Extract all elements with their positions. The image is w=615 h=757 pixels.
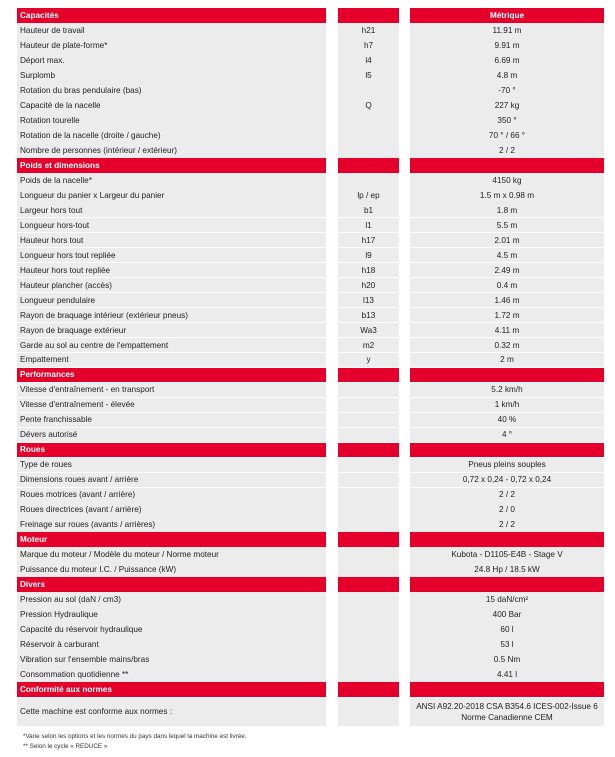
row-code: lp / ep	[338, 188, 399, 203]
header-title: Capacités	[17, 8, 326, 23]
row-label: Garde au sol au centre de l'empattement	[17, 338, 326, 353]
row-label: Roues directrices (avant / arrière)	[17, 502, 326, 517]
footnote: ** Selon le cycle « REDUCE »	[23, 742, 108, 750]
row-value: 2 / 2	[410, 143, 604, 158]
row-label: Pression Hydraulique	[17, 607, 326, 622]
spec-table	[17, 8, 604, 752]
row-value: 4.5 m	[410, 248, 604, 263]
row-code: y	[338, 353, 399, 368]
table-row	[17, 338, 604, 353]
row-label: Déport max.	[17, 53, 326, 68]
row-value: 24.8 Hp / 18.5 kW	[410, 562, 604, 577]
table-row	[17, 383, 604, 398]
row-label: Rotation tourelle	[17, 113, 326, 128]
row-code	[338, 562, 399, 577]
table-row	[17, 353, 604, 368]
row-code: l1	[338, 218, 399, 233]
table-row	[17, 488, 604, 503]
row-label: Freinage sur roues (avants / arrières)	[17, 517, 326, 532]
section-title: Moteur	[17, 532, 326, 547]
table-row	[17, 652, 604, 667]
row-code: b13	[338, 308, 399, 323]
row-value: 227 kg	[410, 98, 604, 113]
row-code	[338, 517, 399, 532]
row-value: 4.11 m	[410, 323, 604, 338]
footnotes	[17, 732, 604, 752]
row-code	[338, 113, 399, 128]
header-code-cell	[338, 8, 399, 23]
row-label: Vibration sur l'ensemble mains/bras	[17, 652, 326, 667]
table-row	[17, 698, 604, 726]
row-value: 1.72 m	[410, 308, 604, 323]
row-label: Marque du moteur / Modèle du moteur / Norme moteur	[17, 547, 326, 562]
row-code	[338, 83, 399, 98]
row-label: Longueur du panier x Largeur du panier	[17, 188, 326, 203]
row-label: Longueur hors tout repliée	[17, 248, 326, 263]
table-row	[17, 188, 604, 203]
table-row	[17, 458, 604, 473]
table-row	[17, 637, 604, 652]
row-value: 1 km/h	[410, 398, 604, 413]
row-code	[338, 652, 399, 667]
row-label: Hauteur hors tout repliée	[17, 263, 326, 278]
row-value: 4.41 l	[410, 667, 604, 682]
table-row	[17, 248, 604, 263]
row-label: Vitesse d'entraînement - élevée	[17, 398, 326, 413]
table-row	[17, 413, 604, 428]
table-row	[17, 68, 604, 83]
row-code	[338, 413, 399, 428]
row-code	[338, 488, 399, 503]
row-code: h7	[338, 38, 399, 53]
table-row	[17, 562, 604, 577]
row-value: 2 m	[410, 353, 604, 368]
row-label: Surplomb	[17, 68, 326, 83]
row-code	[338, 428, 399, 443]
section-header-cell	[410, 577, 604, 592]
row-value: Pneus pleins souples	[410, 458, 604, 473]
table-row	[17, 398, 604, 413]
row-label: Largeur hors tout	[17, 203, 326, 218]
row-code: h20	[338, 278, 399, 293]
row-value: 0.5 Nm	[410, 652, 604, 667]
row-label: Réservoir à carburant	[17, 637, 326, 652]
table-row	[17, 278, 604, 293]
row-label: Rayon de braquage intérieur (extérieur pneus)	[17, 308, 326, 323]
row-label: Type de roues	[17, 458, 326, 473]
row-code	[338, 502, 399, 517]
row-value: 6.69 m	[410, 53, 604, 68]
table-row	[17, 38, 604, 53]
table-row	[17, 23, 604, 38]
row-code	[338, 622, 399, 637]
row-code: l5	[338, 68, 399, 83]
row-code	[338, 173, 399, 188]
row-value: 0.32 m	[410, 338, 604, 353]
row-value: 2 / 0	[410, 502, 604, 517]
table-row	[17, 592, 604, 607]
section-header-cell	[338, 158, 399, 173]
row-code: l4	[338, 53, 399, 68]
row-label: Rotation du bras pendulaire (bas)	[17, 83, 326, 98]
row-label: Roues motrices (avant / arrière)	[17, 488, 326, 503]
section-header	[17, 443, 604, 458]
table-row	[17, 502, 604, 517]
row-value: 15 daN/cm²	[410, 592, 604, 607]
table-row	[17, 263, 604, 278]
row-code	[338, 698, 399, 726]
row-label: Cette machine est conforme aux normes :	[17, 698, 326, 726]
row-label: Capacité du réservoir hydraulique	[17, 622, 326, 637]
row-code	[338, 143, 399, 158]
row-value: 1.5 m x 0.98 m	[410, 188, 604, 203]
table-row	[17, 143, 604, 158]
section-header-cell	[410, 443, 604, 458]
row-code: h18	[338, 263, 399, 278]
section-header-cell	[338, 443, 399, 458]
row-value: 2 / 2	[410, 517, 604, 532]
table-row	[17, 293, 604, 308]
row-code: h17	[338, 233, 399, 248]
table-row	[17, 323, 604, 338]
table-row	[17, 113, 604, 128]
section-header	[17, 577, 604, 592]
row-value: 0,72 x 0,24 - 0,72 x 0,24	[410, 473, 604, 488]
row-code	[338, 458, 399, 473]
row-label: Empattement	[17, 353, 326, 368]
row-value: 2.49 m	[410, 263, 604, 278]
section-header	[17, 682, 604, 697]
section-header-cell	[338, 368, 399, 383]
table-row	[17, 53, 604, 68]
row-code	[338, 607, 399, 622]
table-row	[17, 622, 604, 637]
section-header-cell	[338, 682, 399, 697]
row-label: Hauteur de travail	[17, 23, 326, 38]
row-code	[338, 128, 399, 143]
row-label: Hauteur de plate-forme*	[17, 38, 326, 53]
table-row	[17, 128, 604, 143]
table-row	[17, 218, 604, 233]
table-row	[17, 203, 604, 218]
section-header-cell	[410, 158, 604, 173]
section-title: Roues	[17, 443, 326, 458]
section-title: Divers	[17, 577, 326, 592]
row-label: Consommation quotidienne **	[17, 667, 326, 682]
section-header	[17, 532, 604, 547]
header-unit: Métrique	[410, 8, 604, 23]
section-header-cell	[338, 532, 399, 547]
section-title: Poids et dimensions	[17, 158, 326, 173]
row-code	[338, 637, 399, 652]
section-header	[17, 158, 604, 173]
row-label: Pente franchissable	[17, 413, 326, 428]
row-code: h21	[338, 23, 399, 38]
row-value: 9.91 m	[410, 38, 604, 53]
row-label: Hauteur hors tout	[17, 233, 326, 248]
table-body	[17, 23, 604, 726]
table-row	[17, 308, 604, 323]
row-code	[338, 547, 399, 562]
row-code	[338, 398, 399, 413]
row-value: 60 l	[410, 622, 604, 637]
row-value: Kubota - D1105-E4B - Stage V	[410, 547, 604, 562]
table-row	[17, 428, 604, 443]
table-row	[17, 98, 604, 113]
section-header	[17, 368, 604, 383]
row-value: 5.2 km/h	[410, 383, 604, 398]
row-label: Vitesse d'entraînement - en transport	[17, 383, 326, 398]
table-row	[17, 173, 604, 188]
table-row	[17, 547, 604, 562]
row-label: Longueur hors-tout	[17, 218, 326, 233]
row-code: b1	[338, 203, 399, 218]
table-row	[17, 83, 604, 98]
row-code: Wa3	[338, 323, 399, 338]
row-value: 1.46 m	[410, 293, 604, 308]
row-label: Pression au sol (daN / cm3)	[17, 592, 326, 607]
row-label: Dévers autorisé	[17, 428, 326, 443]
row-value: 2 / 2	[410, 488, 604, 503]
row-value: -70 °	[410, 83, 604, 98]
row-code	[338, 667, 399, 682]
table-row	[17, 667, 604, 682]
section-header-cell	[410, 368, 604, 383]
row-value: 5.5 m	[410, 218, 604, 233]
row-code: l9	[338, 248, 399, 263]
row-value: 53 l	[410, 637, 604, 652]
table-row	[17, 517, 604, 532]
row-code: l13	[338, 293, 399, 308]
row-value: 11.91 m	[410, 23, 604, 38]
row-label: Rayon de braquage extérieur	[17, 323, 326, 338]
row-code: Q	[338, 98, 399, 113]
row-value: 400 Bar	[410, 607, 604, 622]
row-label: Nombre de personnes (intérieur / extérieur)	[17, 143, 326, 158]
table-row	[17, 473, 604, 488]
row-label: Capacité de la nacelle	[17, 98, 326, 113]
row-value: 2.01 m	[410, 233, 604, 248]
row-value: 4 °	[410, 428, 604, 443]
row-label: Rotation de la nacelle (droite / gauche)	[17, 128, 326, 143]
row-value: 4.8 m	[410, 68, 604, 83]
row-label: Poids de la nacelle*	[17, 173, 326, 188]
row-value: 1.8 m	[410, 203, 604, 218]
section-header-cell	[410, 532, 604, 547]
row-value: 0.4 m	[410, 278, 604, 293]
row-code: m2	[338, 338, 399, 353]
row-label: Puissance du moteur I.C. / Puissance (kW)	[17, 562, 326, 577]
section-title: Performances	[17, 368, 326, 383]
row-value: 70 ° / 66 °	[410, 128, 604, 143]
row-code	[338, 473, 399, 488]
row-label: Dimensions roues avant / arrière	[17, 473, 326, 488]
table-row	[17, 607, 604, 622]
footnote: *Varie selon les options et les normes du pays dans lequel la machine est livrée.	[23, 732, 247, 740]
row-value: 4150 kg	[410, 173, 604, 188]
row-code	[338, 383, 399, 398]
row-label: Longueur pendulaire	[17, 293, 326, 308]
header-row	[17, 8, 604, 23]
section-header-cell	[410, 682, 604, 697]
table-row	[17, 233, 604, 248]
row-label: Hauteur plancher (accès)	[17, 278, 326, 293]
section-title: Conformité aux normes	[17, 682, 326, 697]
row-value: 350 °	[410, 113, 604, 128]
section-header-cell	[338, 577, 399, 592]
row-value: 40 %	[410, 413, 604, 428]
row-code	[338, 592, 399, 607]
row-value: ANSI A92.20-2018 CSA B354.6 ICES-002-Issue 6 Norme Canadienne CEM	[410, 698, 604, 726]
